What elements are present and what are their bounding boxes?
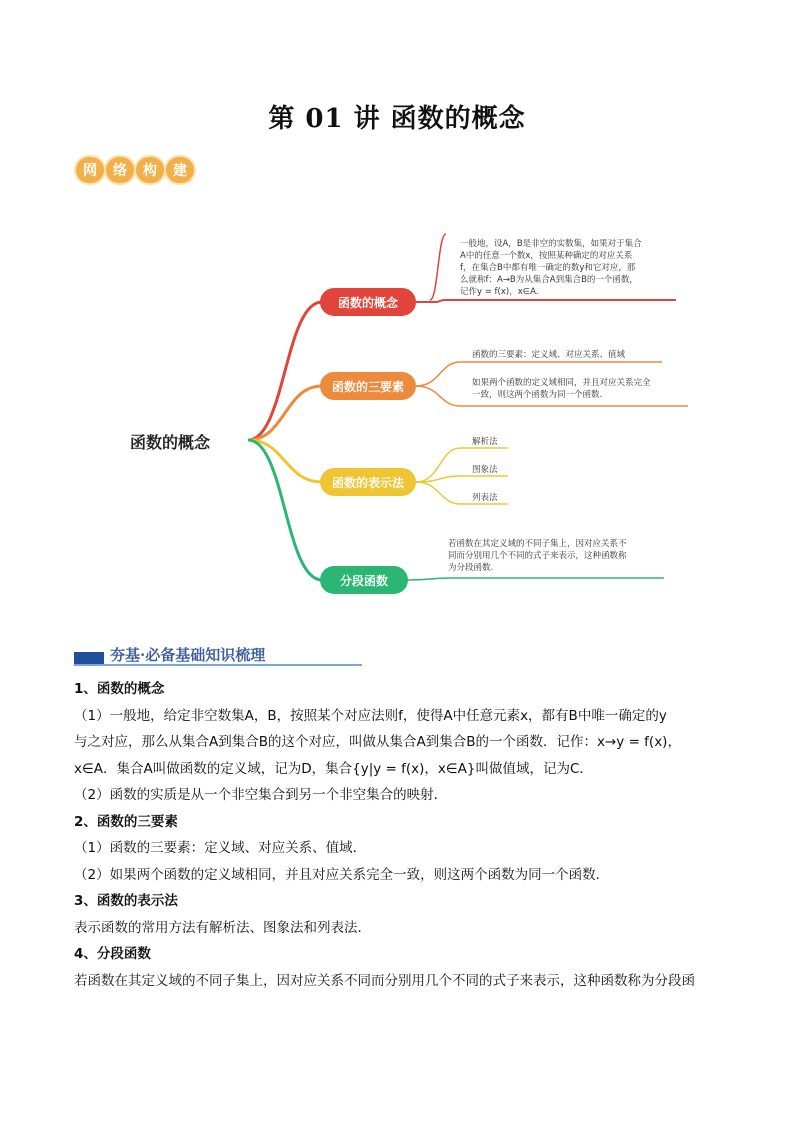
paragraph: （2）如果两个函数的定义域相同，并且对应关系完全一致，则这两个函数为同一个函数．	[74, 866, 610, 883]
note-line	[408, 578, 664, 580]
badge-char: 构	[136, 157, 164, 183]
heading-3: 3、函数的表示法	[74, 893, 178, 909]
note-text: 函数的三要素：定义域、对应关系、值域	[472, 350, 626, 360]
paragraph: 表示函数的常用方法有解析法、图象法和列表法．	[74, 919, 371, 936]
badge-char: 网	[76, 157, 104, 183]
branch-line-1	[248, 302, 322, 440]
page-title: 第 01 讲 函数的概念	[268, 104, 526, 134]
branch-label: 分段函数	[339, 574, 389, 588]
branch-label: 函数的表示法	[331, 476, 405, 490]
note-text: 如果两个函数的定义域相同，并且对应关系完全	[472, 378, 651, 388]
note-text: 为分段函数.	[448, 563, 494, 573]
note-text: 一致，则这两个函数为同一个函数.	[472, 390, 603, 400]
branch-label: 函数的概念	[337, 296, 399, 310]
paragraph: （1）函数的三要素：定义域、对应关系、值域．	[74, 840, 367, 856]
note-text: 若函数在其定义域的不同子集上，因对应关系不	[448, 539, 627, 549]
heading-4: 4、分段函数	[74, 946, 151, 962]
paragraph: （1）一般地，给定非空数集A，B，按照某个对应法则f，使得A中任意元素x，都有B中唯一确定的y	[74, 707, 667, 724]
note-text: 么就称f：A→B为从集合A到集合B的一个函数，	[460, 275, 638, 285]
note-text: A中的任意一个数x，按照某种确定的对应关系	[460, 251, 633, 261]
branch-line-2	[248, 386, 322, 440]
note-connector	[430, 234, 446, 300]
note-line	[416, 300, 676, 302]
content-body	[74, 676, 724, 994]
mindmap-root: 函数的概念	[130, 433, 211, 452]
note-text: 列表法	[472, 493, 498, 503]
note-text: f，在集合B中都有唯一确定的数y和它对应，那	[460, 263, 636, 273]
badge-char: 建	[166, 157, 194, 183]
note-text: 记作y = f(x)，x∈A.	[460, 287, 539, 297]
paragraph: （2）函数的实质是从一个非空集合到另一个非空集合的映射．	[74, 787, 448, 803]
paragraph: 与之对应，那么从集合A到集合B的这个对应，叫做从集合A到集合B的一个函数．记作：x→y = f(x)，	[74, 734, 681, 750]
note-text: 解析法	[472, 437, 498, 447]
note-text: 同而分别用几个不同的式子来表示，这种函数称	[448, 551, 627, 561]
note-text: 一般地，设A，B是非空的实数集，如果对于集合	[460, 239, 642, 249]
badge-char: 络	[106, 157, 134, 183]
paragraph: 若函数在其定义域的不同子集上，因对应关系不同而分别用几个不同的式子来表示，这种函数称为分段函	[74, 972, 695, 989]
section-title: 夯基·必备基础知识梳理	[110, 646, 266, 664]
note-text: 图象法	[472, 465, 498, 475]
section-header	[74, 644, 362, 666]
section-bar	[74, 652, 104, 664]
heading-2: 2、函数的三要素	[74, 813, 178, 830]
paragraph: x∈A．集合A叫做函数的定义域，记为D，集合{y|y = f(x)，x∈A}叫做值域，记为C．	[74, 760, 593, 777]
heading-1: 1、函数的概念	[74, 681, 165, 697]
branch-label: 函数的三要素	[331, 380, 405, 394]
